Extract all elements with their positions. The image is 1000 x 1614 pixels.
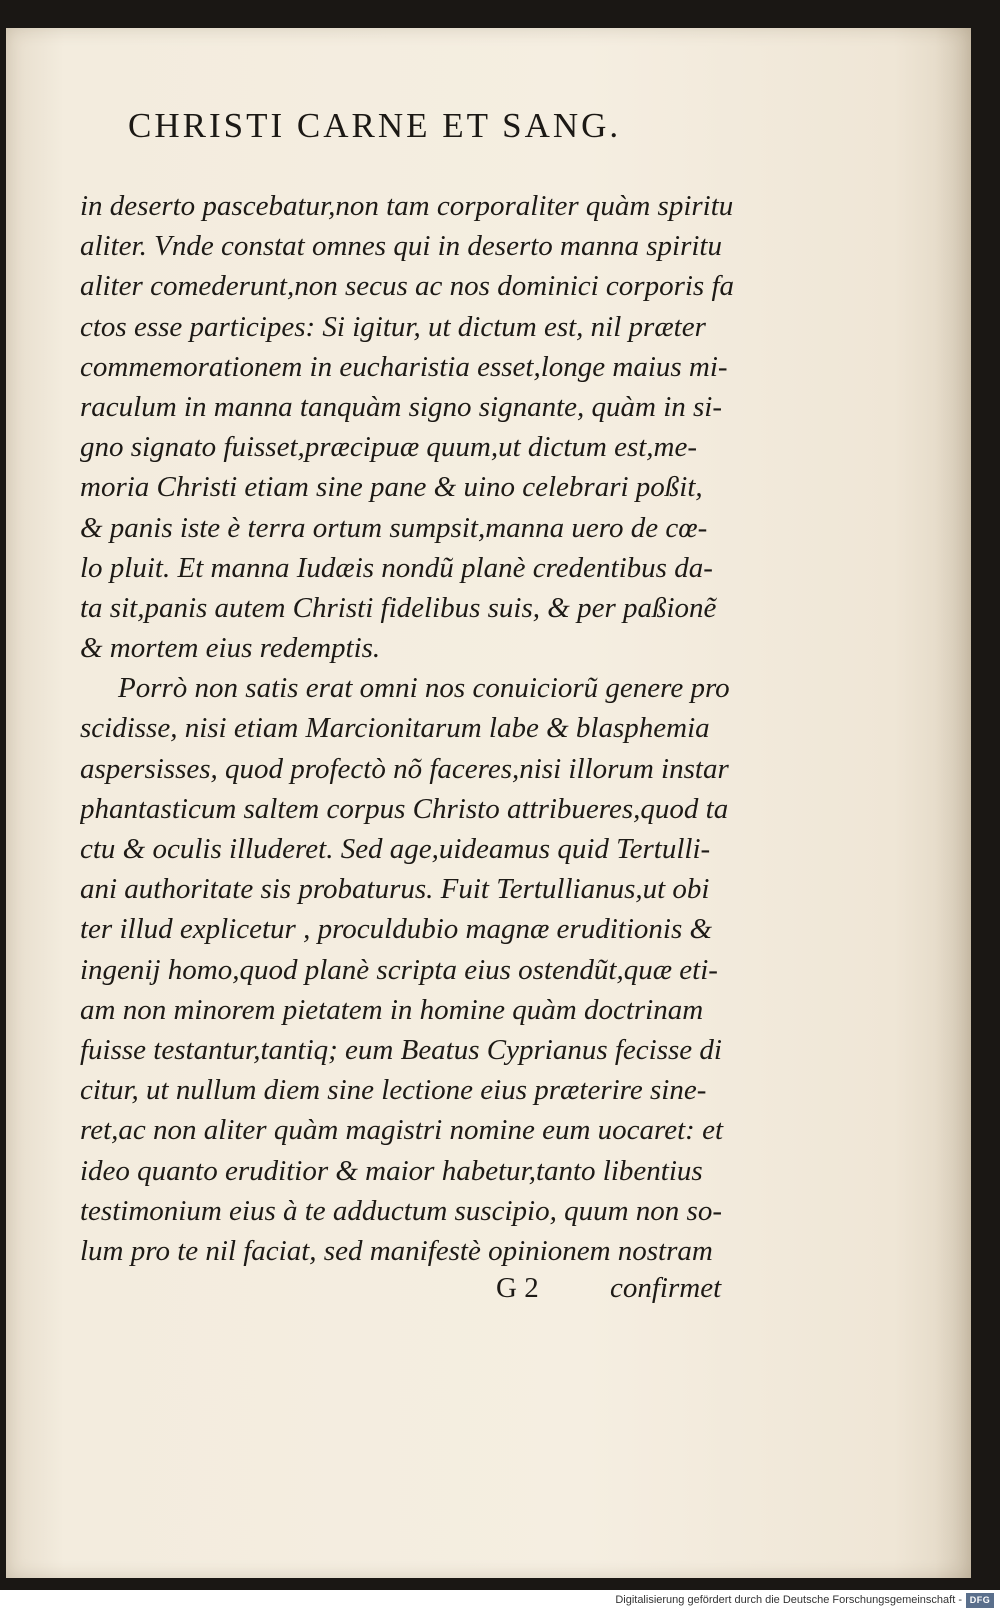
text-line: ideo quanto eruditior & maior habetur,tanto libentius [80, 1154, 703, 1187]
text-line: raculum in manna tanquàm signo signante, quàm in si- [80, 390, 723, 423]
paragraph-start-line: Porrò non satis erat omni nos conuiciorũ genere pro [118, 672, 730, 705]
text-line: ter illud explicetur , proculdubio magnæ eruditionis & [80, 913, 713, 946]
text-line: commemorationem in eucharistia esset,longe maius mi- [80, 350, 728, 383]
running-head: CHRISTI CARNE ET SANG. [128, 106, 622, 145]
footer-bar [0, 1590, 1000, 1614]
text-line: testimonium eius à te adductum suscipio, quum non so- [80, 1194, 722, 1227]
text-line: & panis iste è terra ortum sumpsit,manna uero de cœ- [80, 511, 708, 544]
text-line: aliter comederunt,non secus ac nos dominici corporis fa [80, 270, 735, 303]
signature-line [80, 1272, 760, 1312]
text-line: lum pro te nil faciat, sed manifestè opinionem nostram [80, 1234, 713, 1267]
text-line: gno signato fuisset,præcipuæ quum,ut dictum est,me- [80, 431, 698, 464]
text-line: ctos esse participes: Si igitur, ut dictum est, nil præter [80, 310, 706, 343]
page-edge-shadow [935, 28, 971, 1578]
text-line: aspersisses, quod profectò nõ faceres,nisi illorum instar [80, 752, 729, 785]
text-line: aliter. Vnde constat omnes qui in deserto manna spiritu [80, 230, 722, 263]
text-line: ingenij homo,quod planè scripta eius ostendũt,quæ eti- [80, 953, 718, 986]
dfg-logo-icon: DFG [966, 1593, 994, 1608]
text-line: phantasticum saltem corpus Christo attribueres,quod ta [80, 792, 729, 825]
text-block [80, 186, 760, 1271]
footer-credit: Digitalisierung gefördert durch die Deutsche Forschungsgemeinschaft - [615, 1594, 962, 1606]
text-line: in deserto pascebatur,non tam corporaliter quàm spiritu [80, 190, 734, 222]
text-line: ani authoritate sis probaturus. Fuit Tertullianus,ut obi [80, 873, 710, 906]
text-line: moria Christi etiam sine pane & uino celebrari poßit, [80, 471, 703, 504]
text-line: ret,ac non aliter quàm magistri nomine eum uocaret: et [80, 1114, 723, 1147]
text-line: lo pluit. Et manna Iudæis nondũ planè credentibus da- [80, 551, 713, 584]
signature-mark: G 2 [496, 1272, 539, 1304]
text-line: citur, ut nullum diem sine lectione eius præterire sine- [80, 1074, 707, 1107]
text-line: scidisse, nisi etiam Marcionitarum labe & blasphemia [80, 712, 710, 745]
text-line: ta sit,panis autem Christi fidelibus suis, & per paßionẽ [80, 591, 717, 624]
text-line: & mortem eius redemptis. [80, 632, 381, 665]
text-line: fuisse testantur,tantiq; eum Beatus Cyprianus fecisse di [80, 1033, 722, 1066]
catchword: confirmet [610, 1272, 722, 1304]
text-line: ctu & oculis illuderet. Sed age,uideamus quid Tertulli- [80, 833, 711, 865]
text-line: am non minorem pietatem in homine quàm doctrinam [80, 993, 704, 1026]
